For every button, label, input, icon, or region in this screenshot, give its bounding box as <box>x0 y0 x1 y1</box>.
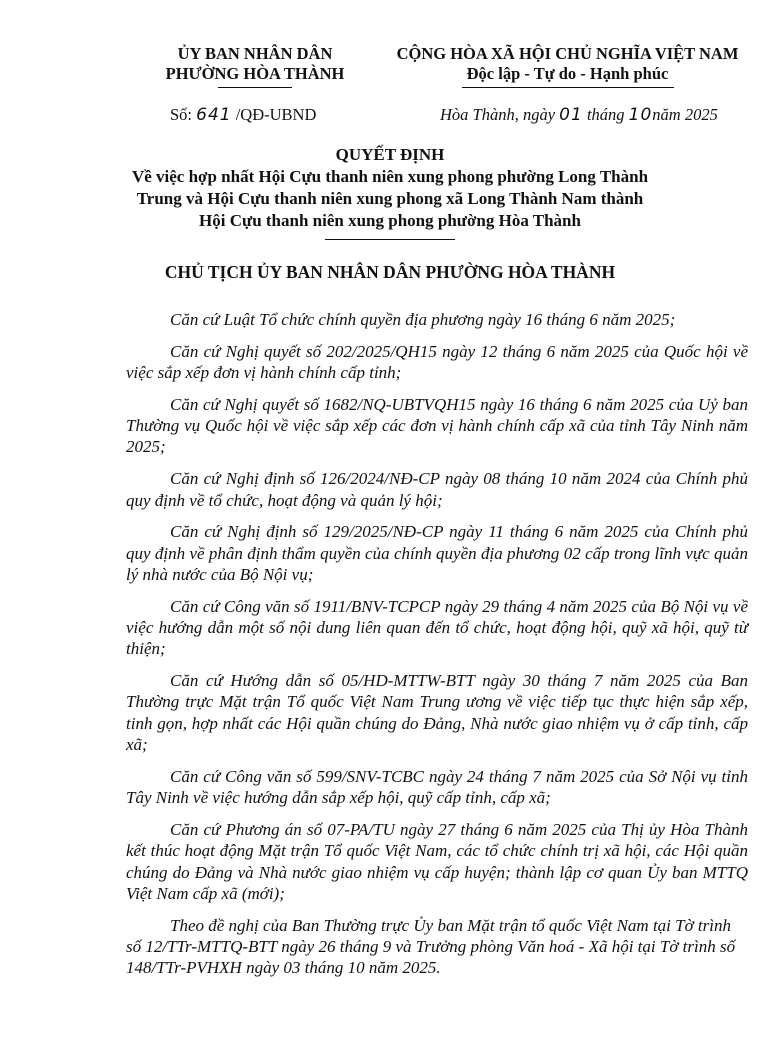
doc-number-handwritten: 641 <box>196 105 232 125</box>
decision-subject <box>0 166 780 232</box>
basis-paragraph: Căn cứ Nghị quyết số 1682/NQ-UBTVQH15 ngày 16 tháng 6 năm 2025 của Uỷ ban Thường vụ Quốc hội về việc sắp xếp các đơn vị hành chính cấp xã của tỉnh Tây Ninh năm 2025; <box>126 394 748 457</box>
document-number <box>170 105 316 125</box>
national-motto <box>375 44 760 88</box>
subject-line-1: Về việc hợp nhất Hội Cựu thanh niên xung phong phường Long Thành <box>131 167 649 186</box>
dateline-month-label: tháng <box>586 105 625 124</box>
doc-number-prefix: Số: <box>170 105 193 124</box>
legal-bases <box>126 309 748 989</box>
title-underline <box>325 239 455 240</box>
basis-paragraph: Căn cứ Nghị quyết số 202/2025/QH15 ngày 12 tháng 6 năm 2025 của Quốc hội về việc sắp xếp đơn vị hành chính cấp tỉnh; <box>126 341 748 383</box>
dateline-day: 01 <box>559 105 583 125</box>
proposal-paragraph: Theo đề nghị của Ban Thường trực Ủy ban Mặt trận tổ quốc Việt Nam tại Tờ trình số 12/TTr-MTTQ-BTT ngày 26 tháng 9 và Trưởng phòng Văn hoá - Xã hội tại Tờ trình số 148/TTr-PVHXH ngày 03 tháng 10 năm 2025. <box>126 915 736 978</box>
basis-paragraph: Căn cứ Hướng dẫn số 05/HD-MTTW-BTT ngày 30 tháng 7 năm 2025 của Ban Thường trực Mặt trận Tổ quốc Việt Nam Trung ương về việc tiếp tục thực hiện sắp xếp, tinh gọn, hợp nhất các Hội quần chúng do Đảng, Nhà nước giao nhiệm vụ ở cấp tỉnh, cấp xã; <box>126 671 748 755</box>
nation-line-1: CỘNG HÒA XÃ HỘI CHỦ NGHĨA VIỆT NAM <box>396 44 739 63</box>
basis-paragraph: Căn cứ Luật Tổ chức chính quyền địa phương ngày 16 tháng 6 năm 2025; <box>170 310 676 329</box>
doc-number-suffix: /QĐ-UBND <box>235 105 317 124</box>
motto-underline <box>462 87 674 88</box>
nation-line-2: Độc lập - Tự do - Hạnh phúc <box>466 64 669 83</box>
agency-underline <box>218 87 292 88</box>
decision-heading: QUYẾT ĐỊNH <box>335 145 445 164</box>
dateline-year: năm 2025 <box>652 105 718 124</box>
agency-line-2: PHƯỜNG HÒA THÀNH <box>165 64 345 83</box>
agency-line-1: ỦY BAN NHÂN DÂN <box>177 44 333 63</box>
dateline-month: 10 <box>628 105 653 125</box>
basis-paragraph: Căn cứ Nghị định số 126/2024/NĐ-CP ngày 08 tháng 10 năm 2024 của Chính phủ quy định về tổ chức, hoạt động và quản lý hội; <box>126 469 748 510</box>
basis-paragraph: Căn cứ Công văn số 1911/BNV-TCPCP ngày 29 tháng 4 năm 2025 của Bộ Nội vụ về việc hướng dẫn một số nội dung liên quan đến tổ chức, hoạt động hội, quỹ xã hội, quỹ từ thiện; <box>126 596 748 659</box>
issuing-agency <box>150 44 360 88</box>
authority-heading: CHỦ TỊCH ỦY BAN NHÂN DÂN PHƯỜNG HÒA THÀNH <box>164 262 616 282</box>
basis-paragraph: Căn cứ Phương án số 07-PA/TU ngày 27 tháng 6 năm 2025 của Thị ủy Hòa Thành kết thúc hoạt động Mặt trận Tổ quốc Việt Nam, các tổ chức chính trị xã hội, các Hội quần chúng do Đảng và Nhà nước giao nhiệm vụ cấp huyện; thành lập cơ quan Ủy ban MTTQ Việt Nam cấp xã (mới); <box>126 819 748 903</box>
dateline <box>440 105 718 125</box>
dateline-place: Hòa Thành, ngày <box>440 105 556 124</box>
subject-line-2: Trung và Hội Cựu thanh niên xung phong xã Long Thành Nam thành <box>136 189 644 208</box>
subject-line-3: Hội Cựu thanh niên xung phong phường Hòa Thành <box>199 211 581 230</box>
basis-paragraph: Căn cứ Công văn số 599/SNV-TCBC ngày 24 tháng 7 năm 2025 của Sở Nội vụ tỉnh Tây Ninh về việc hướng dẫn sắp xếp hội, quỹ cấp tỉnh, cấp xã; <box>126 766 748 808</box>
basis-paragraph: Căn cứ Nghị định số 129/2025/NĐ-CP ngày 11 tháng 6 năm 2025 của Chính phủ quy định về phân định thẩm quyền của chính quyền địa phương 02 cấp trong lĩnh vực quản lý nhà nước của Bộ Nội vụ; <box>126 522 748 584</box>
